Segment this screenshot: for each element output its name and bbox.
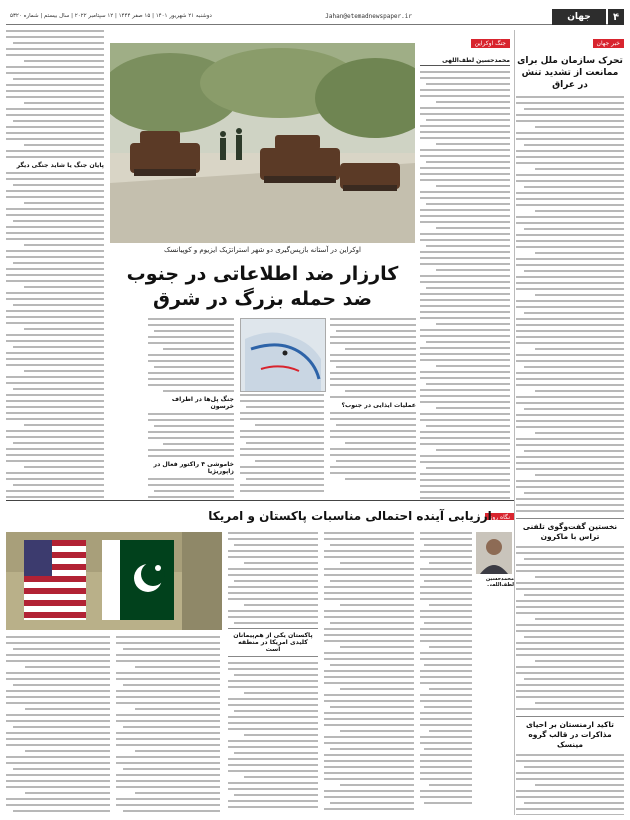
photo-caption: اوکراین در آستانه بازپس‌گیری دو شهر استراتژیک ایزیوم و کوپیانسک [164,246,361,254]
main-headline-line1: کارزار ضد اطلاعاتی در جنوب [126,263,399,285]
destroyed-tanks-image [110,43,415,243]
lower-story-tag: نگاه روز [485,513,514,520]
section-title: جهان [552,9,606,25]
page-number: ۴ [608,9,624,25]
author-photo [476,532,512,574]
subhead-southern-diversion: عملیات ایذایی در جنوب؟ [341,402,416,409]
story2-headline: نخستین گفت‌وگوی تلفنی تراس با ماکرون [516,518,624,542]
lower-col-3 [228,532,318,812]
main-photo-destroyed-tanks [110,43,415,243]
story1-body [516,96,624,512]
story2-body [516,546,624,710]
news-tag: خبر جهان [593,39,624,48]
pull-quote: پاکستان یکی از هم‌پیمانان کلیدی امریکا در منطقه است [228,628,318,657]
lower-headline: ارزیابی آینده احتمالی مناسبات پاکستان و امریکا [208,509,492,523]
flags-photo [6,532,222,630]
main-story-col-b [240,394,324,498]
section-email[interactable]: Jahan@etemadnewspaper.ir [325,13,412,20]
column-divider [514,30,515,815]
lower-col-2 [324,532,414,812]
lower-story-author: محمدحسین لطف‌اللهی [466,576,514,586]
main-story-body-1 [420,71,510,500]
map-graphic [241,319,325,391]
subhead-end-of-war: پایان جنگ یا شاید جنگی دیگر [16,162,104,169]
main-story-first-column [420,30,510,500]
lower-col-1 [420,532,472,812]
main-story-col-a [330,318,416,498]
page-header [6,10,624,25]
dateline: دوشنبه ۲۱ شهریور ۱۴۰۱ | ۱۵ صفر ۱۴۴۴ | ۱۲ سپتامبر ۲۰۲۲ | سال بیستم | شماره ۵۳۲۰ [10,13,212,19]
story3-body [516,754,624,815]
main-headline-line2: ضد حمله بزرگ در شرق [152,288,373,310]
us-pakistan-flags-image [6,532,222,630]
author-portrait [476,532,512,574]
map-ukraine-front [240,318,326,392]
main-story-col-c [148,318,234,498]
story1-headline: تحرک سازمان ملل برای ممانعت از تشدید تنش در عراق [517,56,623,90]
main-story-byline: محمدحسین لطف‌اللهی [420,57,510,66]
lower-col-4 [6,636,110,814]
lower-col-5 [116,636,220,814]
main-story-tag: جنگ اوکراین [471,39,510,48]
section-rule [6,500,514,501]
subhead-zaporizhzhia: خاموشی ۴ راکتور فعال در زاپوریژیا [153,461,234,475]
main-story-left-column [6,30,104,500]
right-column [516,30,624,815]
story3-headline: تاکید ارمنستان بر احیای مذاکرات در قالب گروه مینسک [516,716,624,750]
subhead-kherson-bridges: جنگ پل‌ها در اطراف خرسون [171,396,234,410]
